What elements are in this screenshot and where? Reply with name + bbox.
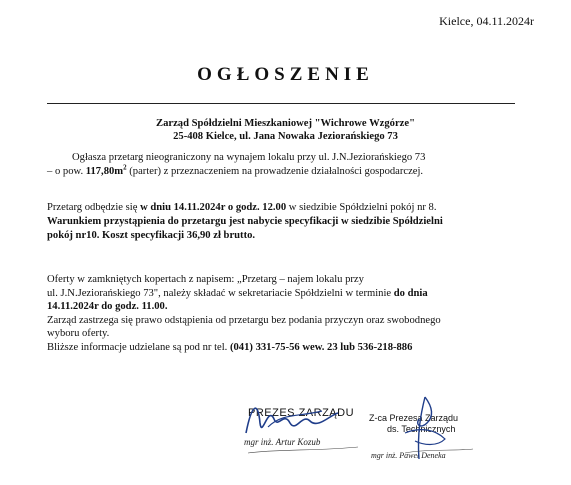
text-fragment: ul. J.N.Jeziorańskiego 73", należy składać w sekretariacie Spółdzielni w terminie xyxy=(47,288,394,299)
reservation-line: wyboru oferty. xyxy=(47,328,110,339)
text-fragment: – o pow. xyxy=(47,166,86,177)
offer-deadline-line xyxy=(47,301,167,312)
signature-drawing xyxy=(365,393,475,467)
offer-line: Oferty w zamkniętych kopertach z napisem: „Przetarg – najem lokalu przy xyxy=(47,274,364,285)
tender-date-line xyxy=(47,202,437,213)
contact-phone: (041) 331-75-56 wew. 23 lub 536-218-886 xyxy=(229,342,413,353)
specification-condition: Warunkiem przystąpienia do przetargu jest nabycie specyfikacji w siedzibie Spółdzielni xyxy=(47,216,443,227)
signature-drawing xyxy=(238,393,368,473)
offer-line xyxy=(47,288,428,299)
offer-deadline-prefix: do dnia xyxy=(393,288,428,299)
stamp-name: mgr inż. Artur Kozub xyxy=(244,437,321,447)
document-title: OGŁOSZENIE xyxy=(197,64,374,85)
president-stamp xyxy=(238,393,368,473)
announcement-line: Ogłasza przetarg nieograniczony na wynajem lokalu przy ul. J.N.Jeziorańskiego 73 xyxy=(72,152,426,163)
contact-line xyxy=(47,342,412,353)
specification-cost: pokój nr10. Koszt specyfikacji 36,90 zł brutto. xyxy=(47,230,256,241)
reservation-line: Zarząd zastrzega się prawo odstąpienia od przetargu bez podania przyczyn oraz swobodnego xyxy=(47,315,441,326)
stamp-subtitle: ds. Technicznych xyxy=(387,424,456,434)
title-divider xyxy=(47,103,515,104)
organization-address: 25-408 Kielce, ul. Jana Nowaka Jeziorańskiego 73 xyxy=(173,131,398,142)
vice-president-stamp xyxy=(365,393,475,467)
specification-condition-line xyxy=(47,216,443,227)
stamp-title: Z-ca Prezesa Zarządu xyxy=(369,413,459,423)
text-fragment: Przetarg odbędzie się xyxy=(47,202,141,213)
announcement-line xyxy=(47,163,424,177)
specification-cost-line xyxy=(47,230,255,241)
stamp-name: mgr inż. Paweł Deneka xyxy=(371,451,446,460)
text-fragment: (parter) z przeznaczeniem na prowadzenie działalności gospodarczej. xyxy=(126,166,424,177)
organization-name: Zarząd Spółdzielni Mieszkaniowej "Wichrowe Wzgórze" xyxy=(156,118,415,129)
area-value xyxy=(85,163,127,177)
text-fragment: Bliższe informacje udzielane są pod nr tel. xyxy=(47,342,230,353)
text-fragment: w siedzibie Spółdzielni pokój nr 8. xyxy=(286,202,437,213)
area-unit-exponent: 2 xyxy=(123,163,127,172)
stamp-title: PREZES ZARZĄDU xyxy=(248,407,355,419)
document-date: Kielce, 04.11.2024r xyxy=(439,14,534,28)
area-number: 117,80m xyxy=(85,166,124,177)
offer-deadline: 14.11.2024r do godz. 11.00. xyxy=(47,301,168,312)
tender-datetime: w dniu 14.11.2024r o godz. 12.00 xyxy=(140,202,287,213)
